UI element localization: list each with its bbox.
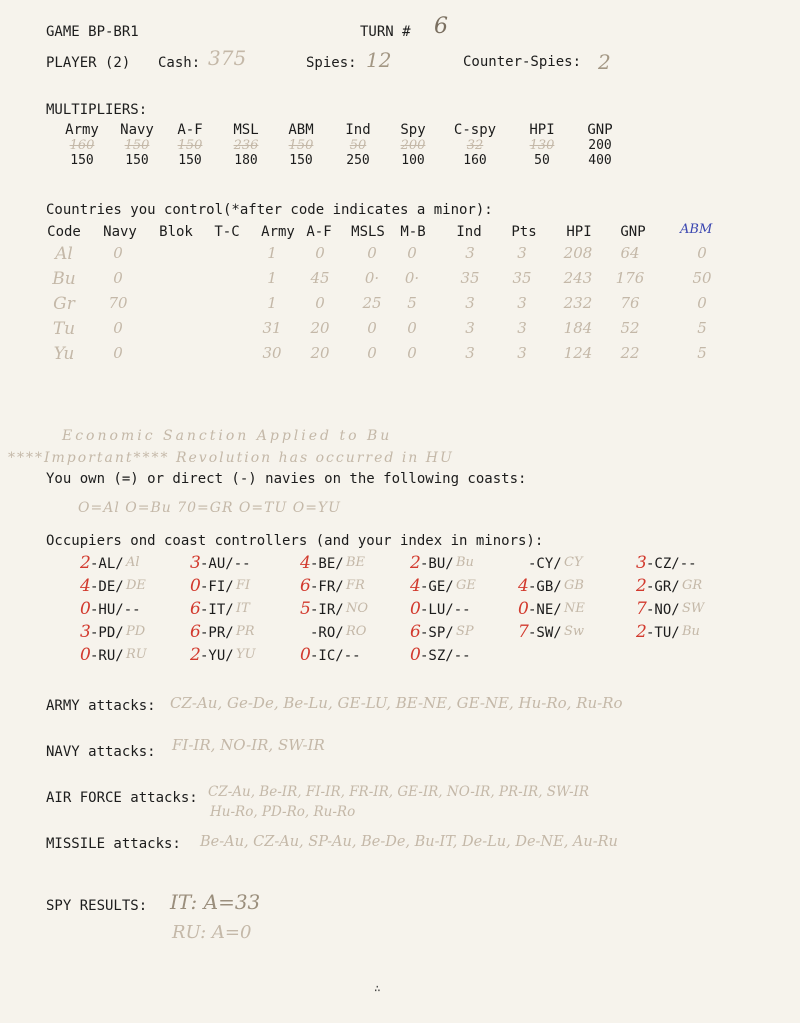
- multiplier-col-8: HPI: [529, 122, 555, 138]
- occupier-index-17: 7: [636, 599, 647, 619]
- occupier-controller-4: CY: [564, 555, 583, 570]
- player-label: PLAYER (2): [46, 55, 131, 71]
- cash-label: Cash:: [158, 55, 201, 71]
- country-af-0: 0: [315, 244, 325, 262]
- occupier-code-8: -FR/: [310, 579, 344, 595]
- occupier-index-12: 0: [80, 599, 91, 619]
- occupier-code-0: -AL/: [90, 556, 124, 572]
- occupier-controller-14: NO: [346, 601, 369, 616]
- occupier-code-5: -CZ/--: [646, 556, 697, 572]
- occupier-controller-23: Bu: [682, 624, 700, 639]
- country-mb-3: 0: [407, 319, 417, 337]
- multiplier-col-1: Navy: [120, 122, 154, 138]
- army-attacks-label: ARMY attacks:: [46, 698, 156, 714]
- country-navy-2: 70: [108, 294, 128, 312]
- multiplier-bottom-8: 50: [534, 153, 550, 168]
- country-pts-4: 3: [517, 344, 527, 362]
- occupier-index-0: 2: [80, 553, 91, 573]
- country-hpi-2: 232: [563, 294, 593, 312]
- turn-label: TURN #: [360, 24, 411, 40]
- country-abm-4: 5: [697, 344, 707, 362]
- occupier-code-24: -RU/: [90, 648, 124, 664]
- occupier-controller-21: SP: [456, 624, 474, 639]
- air-attacks-value-2: Hu-Ro, PD-Ro, Ru-Ro: [210, 804, 356, 820]
- occupier-controller-11: GR: [682, 578, 703, 593]
- country-army-3: 31: [262, 319, 282, 337]
- occupier-code-15: -LU/--: [420, 602, 471, 618]
- occupier-controller-17: SW: [682, 601, 705, 616]
- country-col-4: Army: [261, 224, 295, 240]
- country-col-9: Pts: [511, 224, 537, 240]
- multiplier-col-0: Army: [65, 122, 99, 138]
- multiplier-top-5: 50: [349, 138, 367, 153]
- occupier-controller-16: NE: [564, 601, 585, 616]
- spy-results-line-1: IT: A=33: [170, 890, 261, 914]
- country-navy-4: 0: [113, 344, 123, 362]
- multiplier-bottom-7: 160: [463, 153, 487, 168]
- country-gnp-0: 64: [620, 244, 640, 262]
- occupier-code-4: -CY/: [528, 556, 562, 572]
- country-col-7: M-B: [400, 224, 426, 240]
- occupier-code-17: -NO/: [646, 602, 680, 618]
- country-ind-4: 3: [465, 344, 475, 362]
- occupier-code-20: -RO/: [310, 625, 344, 641]
- multipliers-title: MULTIPLIERS:: [46, 102, 148, 118]
- country-mb-4: 0: [407, 344, 417, 362]
- occupier-code-13: -IT/: [200, 602, 234, 618]
- occupier-code-18: -PD/: [90, 625, 124, 641]
- country-msls-1: 0·: [364, 269, 380, 287]
- counter-spies-value: 2: [598, 50, 611, 74]
- occupier-code-23: -TU/: [646, 625, 680, 641]
- multiplier-bottom-5: 250: [346, 153, 370, 168]
- occupier-code-22: -SW/: [528, 625, 562, 641]
- occupier-index-18: 3: [80, 622, 91, 642]
- occupier-code-9: -GE/: [420, 579, 454, 595]
- occupier-index-1: 3: [190, 553, 201, 573]
- country-abm-2: 0: [697, 294, 707, 312]
- occupier-index-9: 4: [410, 576, 421, 596]
- country-mb-0: 0: [407, 244, 417, 262]
- occupier-index-21: 6: [410, 622, 421, 642]
- occupier-code-6: -DE/: [90, 579, 124, 595]
- occupier-index-8: 6: [300, 576, 311, 596]
- multiplier-top-7: 32: [466, 138, 484, 153]
- multiplier-top-3: 236: [233, 138, 259, 153]
- navies-value: O=Al O=Bu 70=GR O=TU O=YU: [78, 500, 341, 516]
- occupier-index-13: 6: [190, 599, 201, 619]
- turn-value: 6: [434, 14, 448, 39]
- occupier-controller-19: PR: [236, 624, 255, 639]
- country-msls-2: 25: [362, 294, 382, 312]
- occupier-index-15: 0: [410, 599, 421, 619]
- country-col-8: Ind: [456, 224, 482, 240]
- occupier-index-19: 6: [190, 622, 201, 642]
- occupier-controller-9: GE: [456, 578, 476, 593]
- occupier-index-11: 2: [636, 576, 647, 596]
- occupier-controller-7: FI: [236, 578, 251, 593]
- navies-label: You own (=) or direct (-) navies on the following coasts:: [46, 471, 527, 487]
- multiplier-top-8: 130: [529, 138, 555, 153]
- occupier-index-2: 4: [300, 553, 311, 573]
- multiplier-col-3: MSL: [233, 122, 259, 138]
- multiplier-bottom-9: 400: [588, 153, 612, 168]
- country-col-0: Code: [47, 224, 81, 240]
- multiplier-bottom-0: 150: [70, 153, 94, 168]
- occupier-index-26: 0: [300, 645, 311, 665]
- country-msls-4: 0: [367, 344, 377, 362]
- country-navy-0: 0: [113, 244, 123, 262]
- army-attacks-value: CZ-Au, Ge-De, Be-Lu, GE-LU, BE-NE, GE-NE, Hu-Ro, Ru-Ro: [170, 694, 623, 712]
- occupiers-title: Occupiers ond coast controllers (and your index in minors):: [46, 533, 544, 549]
- missile-attacks-label: MISSILE attacks:: [46, 836, 181, 852]
- multiplier-top-4: 150: [288, 138, 314, 153]
- air-attacks-value-1: CZ-Au, Be-IR, FI-IR, FR-IR, GE-IR, NO-IR, PR-IR, SW-IR: [208, 784, 589, 800]
- multiplier-top-9: 200: [588, 138, 612, 153]
- occupier-controller-20: RO: [346, 624, 367, 639]
- occupier-index-7: 0: [190, 576, 201, 596]
- spy-results-line-2: RU: A=0: [172, 922, 252, 943]
- occupier-code-1: -AU/--: [200, 556, 251, 572]
- multiplier-bottom-2: 150: [178, 153, 202, 168]
- occupier-index-25: 2: [190, 645, 201, 665]
- game-label: GAME BP-BR1: [46, 24, 139, 40]
- country-col-6: MSLS: [351, 224, 385, 240]
- country-army-2: 1: [267, 294, 277, 312]
- occupier-code-25: -YU/: [200, 648, 234, 664]
- multiplier-bottom-4: 150: [289, 153, 313, 168]
- spy-results-label: SPY RESULTS:: [46, 898, 148, 914]
- country-code-0: Al: [55, 244, 73, 264]
- multiplier-col-2: A-F: [177, 122, 203, 138]
- occupier-code-14: -IR/: [310, 602, 344, 618]
- occupier-code-7: -FI/: [200, 579, 234, 595]
- occupier-controller-3: Bu: [456, 555, 474, 570]
- spies-label: Spies:: [306, 55, 357, 71]
- occupier-controller-24: RU: [126, 647, 147, 662]
- footer-mark: ∴: [374, 982, 381, 995]
- air-attacks-label: AIR FORCE attacks:: [46, 790, 198, 806]
- country-army-0: 1: [267, 244, 277, 262]
- occupier-code-19: -PR/: [200, 625, 234, 641]
- country-col-5: A-F: [306, 224, 332, 240]
- country-pts-0: 3: [517, 244, 527, 262]
- occupier-code-10: -GB/: [528, 579, 562, 595]
- country-army-4: 30: [262, 344, 282, 362]
- country-navy-3: 0: [113, 319, 123, 337]
- multiplier-bottom-1: 150: [125, 153, 149, 168]
- country-abm-0: 0: [697, 244, 707, 262]
- country-gnp-2: 76: [620, 294, 640, 312]
- country-abm-1: 50: [692, 269, 712, 287]
- country-army-1: 1: [267, 269, 277, 287]
- country-pts-1: 35: [512, 269, 532, 287]
- occupier-controller-2: BE: [346, 555, 366, 570]
- occupier-controller-0: Al: [126, 555, 140, 570]
- occupier-controller-8: FR: [346, 578, 365, 593]
- country-af-4: 20: [310, 344, 330, 362]
- multiplier-top-6: 200: [400, 138, 426, 153]
- country-ind-2: 3: [465, 294, 475, 312]
- spies-value: 12: [366, 48, 392, 72]
- revolution-note: ****Important**** Revolution has occurred in HU: [8, 450, 454, 466]
- occupier-controller-13: IT: [236, 601, 250, 616]
- multiplier-col-6: Spy: [400, 122, 426, 138]
- country-af-2: 0: [315, 294, 325, 312]
- navy-attacks-value: FI-IR, NO-IR, SW-IR: [172, 736, 325, 754]
- country-hpi-3: 184: [563, 319, 593, 337]
- navy-attacks-label: NAVY attacks:: [46, 744, 156, 760]
- occupier-index-24: 0: [80, 645, 91, 665]
- country-ind-3: 3: [465, 319, 475, 337]
- occupier-code-12: -HU/--: [90, 602, 141, 618]
- countries-title: Countries you control(*after code indicates a minor):: [46, 202, 493, 218]
- occupier-index-10: 4: [518, 576, 529, 596]
- occupier-controller-10: GB: [564, 578, 584, 593]
- occupier-code-3: -BU/: [420, 556, 454, 572]
- occupier-index-3: 2: [410, 553, 421, 573]
- occupier-controller-25: YU: [236, 647, 256, 662]
- multiplier-col-9: GNP: [587, 122, 613, 138]
- country-gnp-4: 22: [620, 344, 640, 362]
- country-hpi-1: 243: [563, 269, 593, 287]
- occupier-code-16: -NE/: [528, 602, 562, 618]
- country-code-2: Gr: [53, 294, 75, 314]
- country-gnp-3: 52: [620, 319, 640, 337]
- abm-header: ABM: [680, 222, 713, 237]
- country-abm-3: 5: [697, 319, 707, 337]
- country-mb-1: 0·: [404, 269, 420, 287]
- country-code-4: Yu: [53, 344, 75, 364]
- country-ind-0: 3: [465, 244, 475, 262]
- country-code-1: Bu: [52, 269, 76, 289]
- multiplier-col-7: C-spy: [453, 122, 497, 138]
- country-col-2: Blok: [159, 224, 193, 240]
- country-col-3: T-C: [214, 224, 240, 240]
- missile-attacks-value: Be-Au, CZ-Au, SP-Au, Be-De, Bu-IT, De-Lu, De-NE, Au-Ru: [200, 834, 618, 850]
- sanction-note: Economic Sanction Applied to Bu: [62, 428, 393, 444]
- occupier-code-21: -SP/: [420, 625, 454, 641]
- multiplier-top-2: 150: [177, 138, 203, 153]
- country-mb-2: 5: [407, 294, 417, 312]
- occupier-index-23: 2: [636, 622, 647, 642]
- country-af-1: 45: [310, 269, 330, 287]
- multiplier-top-1: 150: [124, 138, 150, 153]
- multiplier-bottom-3: 180: [234, 153, 258, 168]
- occupier-controller-18: PD: [126, 624, 146, 639]
- country-col-10: HPI: [566, 224, 592, 240]
- country-code-3: Tu: [52, 319, 76, 339]
- occupier-index-22: 7: [518, 622, 529, 642]
- country-ind-1: 35: [460, 269, 480, 287]
- country-af-3: 20: [310, 319, 330, 337]
- cash-value: 375: [208, 46, 247, 70]
- country-msls-0: 0: [367, 244, 377, 262]
- occupier-index-16: 0: [518, 599, 529, 619]
- country-col-11: GNP: [620, 224, 646, 240]
- multiplier-bottom-6: 100: [401, 153, 425, 168]
- country-hpi-4: 124: [563, 344, 593, 362]
- country-col-1: Navy: [103, 224, 137, 240]
- country-msls-3: 0: [367, 319, 377, 337]
- occupier-code-2: -BE/: [310, 556, 344, 572]
- multiplier-col-4: ABM: [288, 122, 314, 138]
- occupier-code-26: -IC/--: [310, 648, 361, 664]
- multiplier-top-0: 160: [69, 138, 95, 153]
- occupier-code-27: -SZ/--: [420, 648, 471, 664]
- occupier-index-5: 3: [636, 553, 647, 573]
- counter-spies-label: Counter-Spies:: [463, 54, 582, 70]
- country-hpi-0: 208: [563, 244, 593, 262]
- country-gnp-1: 176: [615, 269, 645, 287]
- occupier-code-11: -GR/: [646, 579, 680, 595]
- occupier-controller-6: DE: [126, 578, 146, 593]
- occupier-controller-22: Sw: [564, 624, 585, 639]
- country-navy-1: 0: [113, 269, 123, 287]
- country-pts-3: 3: [517, 319, 527, 337]
- occupier-index-14: 5: [300, 599, 311, 619]
- country-pts-2: 3: [517, 294, 527, 312]
- occupier-index-27: 0: [410, 645, 421, 665]
- multiplier-col-5: Ind: [345, 122, 371, 138]
- occupier-index-6: 4: [80, 576, 91, 596]
